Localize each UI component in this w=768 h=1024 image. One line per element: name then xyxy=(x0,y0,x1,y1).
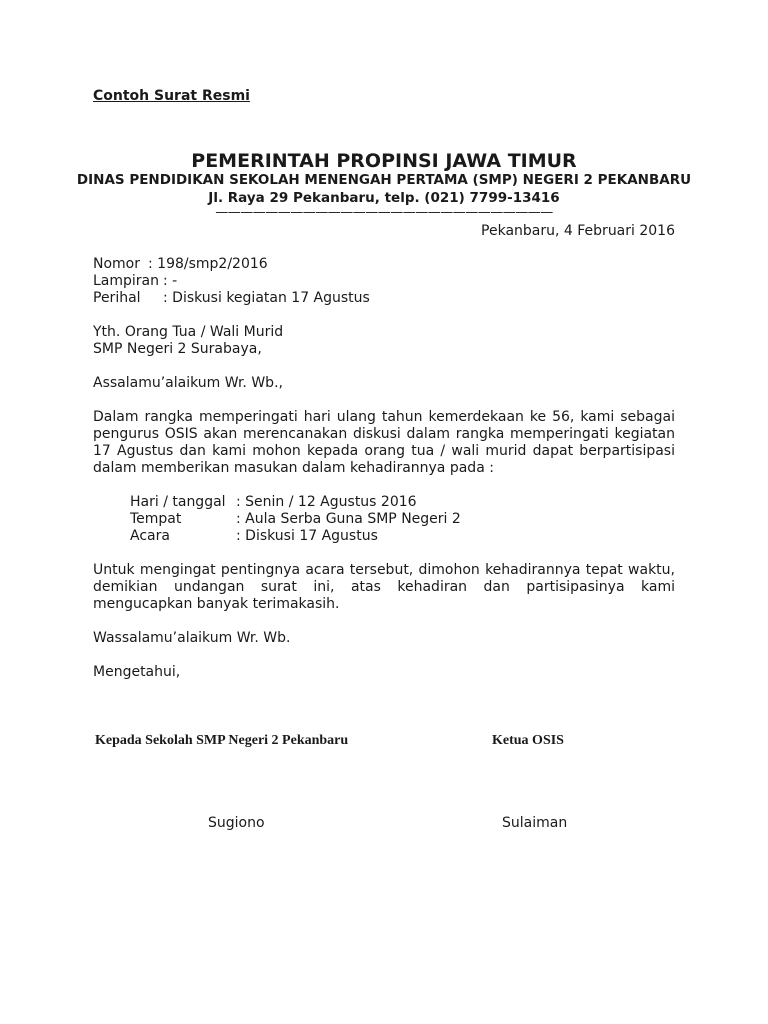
signature-left-title: Kepada Sekolah SMP Negeri 2 Pekanbaru xyxy=(95,733,349,748)
meta-subject-label: Perihal xyxy=(93,290,141,306)
meta-attachment-label: Lampiran xyxy=(93,273,160,289)
body-paragraph-2: Untuk mengingat pentingnya acara tersebut, dimohon kehadirannya tepat waktu, demikian undangan surat ini, atas kehadiran dan partisipasinya kami mengucapkan banyak terimakasih. xyxy=(93,562,675,612)
meta-subject-value: : Diskusi kegiatan 17 Agustus xyxy=(163,290,370,306)
event-place-value: : Aula Serba Guna SMP Negeri 2 xyxy=(236,511,461,527)
signature-right-title: Ketua OSIS xyxy=(492,733,564,748)
greeting: Assalamu’alaikum Wr. Wb., xyxy=(93,375,283,391)
letterhead-agency: DINAS PENDIDIKAN SEKOLAH MENENGAH PERTAMA (SMP) NEGERI 2 PEKANBARU xyxy=(76,172,692,188)
event-place-label: Tempat xyxy=(130,511,182,527)
recipient-line-1: Yth. Orang Tua / Wali Murid xyxy=(93,324,284,340)
body-paragraph-1: Dalam rangka memperingati hari ulang tahun kemerdekaan ke 56, kami sebagai pengurus OSIS akan merencanakan diskusi dalam rangka memperingati kegiatan 17 Agustus dan kami mohon kepada orang tua / wali murid dapat berpartisipasi dalam memberikan masukan dalam kehadirannya pada : xyxy=(93,409,675,476)
signature-left-name: Sugiono xyxy=(208,815,265,831)
acknowledged-label: Mengetahui, xyxy=(93,664,181,680)
letterhead-address: Jl. Raya 29 Pekanbaru, telp. (021) 7799-13416 xyxy=(208,190,560,206)
signature-right-name: Sulaiman xyxy=(502,815,568,831)
letter-date: Pekanbaru, 4 Februari 2016 xyxy=(481,223,675,239)
document-caption: Contoh Surat Resmi xyxy=(93,88,250,104)
meta-attachment-value: : - xyxy=(163,273,178,289)
event-agenda-value: : Diskusi 17 Agustus xyxy=(236,528,378,544)
letterhead-government: PEMERINTAH PROPINSI JAWA TIMUR xyxy=(191,150,577,172)
letterhead-rule: ——————————————————————————— xyxy=(215,205,553,220)
recipient-line-2: SMP Negeri 2 Surabaya, xyxy=(93,341,262,357)
event-date-label: Hari / tanggal xyxy=(130,494,226,510)
meta-number-label: Nomor xyxy=(93,256,140,272)
event-date-value: : Senin / 12 Agustus 2016 xyxy=(236,494,417,510)
closing-salutation: Wassalamu’alaikum Wr. Wb. xyxy=(93,630,291,646)
event-agenda-label: Acara xyxy=(130,528,170,544)
meta-number-value: : 198/smp2/2016 xyxy=(148,256,268,272)
